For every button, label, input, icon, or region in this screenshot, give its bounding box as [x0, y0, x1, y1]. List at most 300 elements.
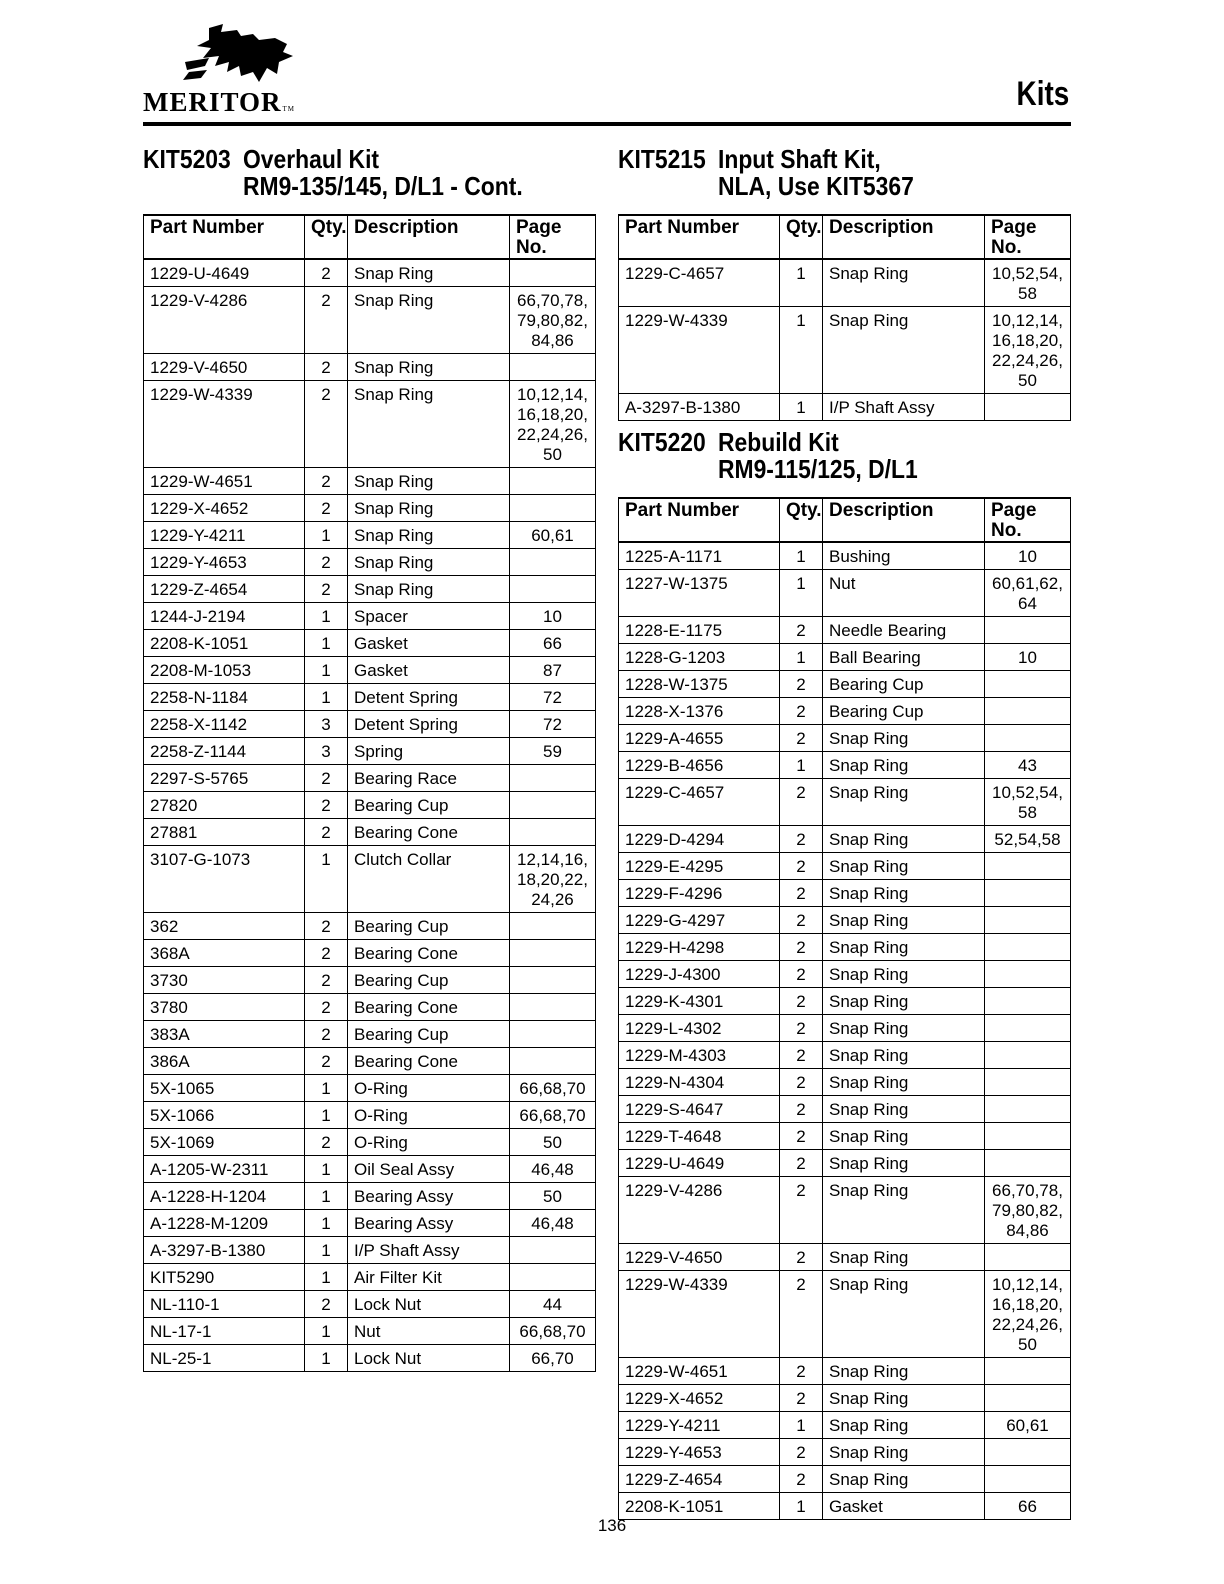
cell-description: Ball Bearing	[823, 644, 985, 671]
cell-part-number: 1229-D-4294	[619, 826, 780, 853]
table-row	[619, 907, 1071, 934]
cell-description: Snap Ring	[823, 1358, 985, 1385]
cell-page-numbers: 59	[510, 738, 596, 765]
column-header-quantity: Qty.	[780, 498, 823, 542]
table-row	[619, 1385, 1071, 1412]
table-row	[619, 1177, 1071, 1244]
table-row	[144, 994, 596, 1021]
cell-quantity: 2	[780, 1150, 823, 1177]
table-row	[144, 287, 596, 354]
cell-page-numbers	[985, 880, 1071, 907]
cell-page-numbers	[985, 1439, 1071, 1466]
cell-description: Nut	[823, 570, 985, 617]
cell-description: Snap Ring	[823, 1177, 985, 1244]
cell-quantity: 1	[780, 752, 823, 779]
cell-part-number: 1229-E-4295	[619, 853, 780, 880]
cell-page-numbers	[510, 576, 596, 603]
cell-quantity: 2	[780, 961, 823, 988]
column-header-description: Description	[348, 215, 510, 259]
cell-page-numbers: 46,48	[510, 1210, 596, 1237]
table-row	[619, 259, 1071, 307]
cell-part-number: 1229-M-4303	[619, 1042, 780, 1069]
table-header-row	[619, 215, 1071, 259]
right-column	[618, 146, 1070, 1520]
cell-description: Bearing Cup	[823, 698, 985, 725]
cell-page-numbers	[985, 698, 1071, 725]
cell-description: Snap Ring	[823, 307, 985, 394]
cell-quantity: 1	[780, 542, 823, 570]
cell-quantity: 3	[305, 738, 348, 765]
cell-quantity: 1	[305, 1156, 348, 1183]
cell-description: Snap Ring	[823, 907, 985, 934]
table-row	[619, 1015, 1071, 1042]
cell-page-numbers: 66,70,78, 79,80,82, 84,86	[510, 287, 596, 354]
cell-part-number: 27820	[144, 792, 305, 819]
cell-page-numbers	[985, 1358, 1071, 1385]
cell-quantity: 2	[305, 549, 348, 576]
table-row	[144, 603, 596, 630]
table-row	[619, 826, 1071, 853]
cell-part-number: A-3297-B-1380	[619, 394, 780, 421]
table-row	[619, 934, 1071, 961]
cell-part-number: 1228-W-1375	[619, 671, 780, 698]
cell-page-numbers	[510, 549, 596, 576]
page-header	[143, 22, 1071, 126]
cell-page-numbers: 43	[985, 752, 1071, 779]
cell-description: Bearing Assy	[348, 1210, 510, 1237]
table-row	[144, 819, 596, 846]
parts-table	[618, 214, 1071, 421]
cell-quantity: 1	[305, 1075, 348, 1102]
cell-description: Bearing Cone	[348, 940, 510, 967]
cell-page-numbers	[985, 1069, 1071, 1096]
cell-page-numbers: 52,54,58	[985, 826, 1071, 853]
cell-page-numbers	[985, 725, 1071, 752]
cell-quantity: 1	[780, 644, 823, 671]
kit-title: Rebuild Kit	[718, 427, 839, 457]
cell-part-number: 2258-X-1142	[144, 711, 305, 738]
table-row	[619, 1412, 1071, 1439]
column-header-description: Description	[823, 215, 985, 259]
cell-part-number: 1229-W-4339	[619, 307, 780, 394]
cell-description: Snap Ring	[823, 752, 985, 779]
cell-page-numbers	[985, 1466, 1071, 1493]
cell-page-numbers: 66,70	[510, 1345, 596, 1372]
cell-description: Detent Spring	[348, 684, 510, 711]
cell-quantity: 1	[305, 1210, 348, 1237]
kit-subtitle: NLA, Use KIT5367	[718, 171, 914, 201]
cell-part-number: 3107-G-1073	[144, 846, 305, 913]
cell-description: Snap Ring	[823, 1412, 985, 1439]
table-row	[144, 1075, 596, 1102]
cell-page-numbers	[510, 913, 596, 940]
table-row	[144, 1210, 596, 1237]
cell-part-number: 2208-K-1051	[144, 630, 305, 657]
cell-page-numbers	[985, 394, 1071, 421]
cell-part-number: 1229-C-4657	[619, 259, 780, 307]
cell-quantity: 2	[305, 994, 348, 1021]
table-row	[144, 1345, 596, 1372]
cell-part-number: A-3297-B-1380	[144, 1237, 305, 1264]
cell-description: Snap Ring	[823, 1150, 985, 1177]
cell-part-number: 1229-X-4652	[144, 495, 305, 522]
cell-part-number: NL-17-1	[144, 1318, 305, 1345]
cell-page-numbers: 12,14,16, 18,20,22, 24,26	[510, 846, 596, 913]
cell-page-numbers	[985, 853, 1071, 880]
cell-description: Snap Ring	[348, 495, 510, 522]
cell-quantity: 2	[305, 354, 348, 381]
cell-page-numbers	[510, 1021, 596, 1048]
cell-page-numbers	[510, 468, 596, 495]
cell-part-number: 1229-Z-4654	[619, 1466, 780, 1493]
bull-logo-icon	[179, 22, 299, 88]
cell-description: Oil Seal Assy	[348, 1156, 510, 1183]
cell-part-number: NL-25-1	[144, 1345, 305, 1372]
table-row	[144, 522, 596, 549]
table-row	[144, 549, 596, 576]
cell-quantity: 2	[305, 940, 348, 967]
page-number: 136	[597, 1516, 627, 1535]
cell-part-number: 1229-C-4657	[619, 779, 780, 826]
cell-part-number: 1229-H-4298	[619, 934, 780, 961]
cell-page-numbers: 50	[510, 1129, 596, 1156]
cell-page-numbers	[510, 994, 596, 1021]
cell-quantity: 2	[780, 934, 823, 961]
column-header-description: Description	[823, 498, 985, 542]
cell-description: Clutch Collar	[348, 846, 510, 913]
cell-description: Snap Ring	[823, 880, 985, 907]
cell-part-number: 1228-X-1376	[619, 698, 780, 725]
column-header-part-number: Part Number	[619, 215, 780, 259]
table-row	[619, 1271, 1071, 1358]
cell-quantity: 2	[305, 1048, 348, 1075]
cell-part-number: 1229-L-4302	[619, 1015, 780, 1042]
column-header-quantity: Qty.	[780, 215, 823, 259]
table-row	[144, 354, 596, 381]
cell-quantity: 2	[780, 617, 823, 644]
cell-page-numbers	[985, 907, 1071, 934]
cell-part-number: 27881	[144, 819, 305, 846]
cell-quantity: 1	[780, 570, 823, 617]
trademark-mark: TM	[282, 105, 296, 113]
kit-subtitle: RM9-135/145, D/L1 - Cont.	[243, 171, 523, 201]
cell-quantity: 2	[305, 495, 348, 522]
cell-description: Bearing Cup	[348, 1021, 510, 1048]
cell-part-number: 2208-K-1051	[619, 1493, 780, 1520]
cell-description: Snap Ring	[348, 468, 510, 495]
cell-part-number: 1229-U-4649	[144, 259, 305, 287]
cell-page-numbers: 60,61,62, 64	[985, 570, 1071, 617]
table-row	[144, 495, 596, 522]
table-row	[619, 961, 1071, 988]
table-row	[144, 765, 596, 792]
cell-quantity: 2	[780, 1466, 823, 1493]
cell-page-numbers	[510, 354, 596, 381]
table-row	[144, 381, 596, 468]
cell-description: Needle Bearing	[823, 617, 985, 644]
parts-table	[143, 214, 596, 1372]
cell-description: Snap Ring	[348, 354, 510, 381]
page-title: Kits	[1016, 75, 1069, 113]
cell-description: Spacer	[348, 603, 510, 630]
cell-quantity: 2	[305, 259, 348, 287]
cell-page-numbers	[510, 940, 596, 967]
cell-quantity: 2	[780, 1439, 823, 1466]
cell-description: Lock Nut	[348, 1345, 510, 1372]
cell-page-numbers	[985, 1244, 1071, 1271]
table-row	[144, 1048, 596, 1075]
cell-part-number: 383A	[144, 1021, 305, 1048]
column-header-page-numbers: Page No.	[510, 215, 596, 259]
cell-part-number: A-1228-M-1209	[144, 1210, 305, 1237]
cell-page-numbers	[510, 819, 596, 846]
cell-page-numbers: 10,12,14, 16,18,20, 22,24,26, 50	[985, 1271, 1071, 1358]
cell-part-number: 1229-G-4297	[619, 907, 780, 934]
cell-description: Snap Ring	[823, 961, 985, 988]
cell-description: Spring	[348, 738, 510, 765]
cell-description: I/P Shaft Assy	[823, 394, 985, 421]
cell-quantity: 2	[305, 913, 348, 940]
cell-quantity: 2	[305, 819, 348, 846]
cell-description: Snap Ring	[823, 988, 985, 1015]
cell-part-number: 1229-V-4650	[144, 354, 305, 381]
cell-page-numbers: 66,70,78, 79,80,82, 84,86	[985, 1177, 1071, 1244]
table-row	[619, 698, 1071, 725]
cell-part-number: 1229-W-4339	[619, 1271, 780, 1358]
cell-description: Snap Ring	[823, 826, 985, 853]
cell-description: Nut	[348, 1318, 510, 1345]
table-row	[619, 1096, 1071, 1123]
cell-part-number: 1229-K-4301	[619, 988, 780, 1015]
cell-description: Snap Ring	[823, 853, 985, 880]
cell-quantity: 2	[305, 765, 348, 792]
cell-page-numbers	[510, 1048, 596, 1075]
cell-quantity: 1	[780, 1412, 823, 1439]
cell-quantity: 2	[305, 1129, 348, 1156]
cell-part-number: 1229-W-4651	[619, 1358, 780, 1385]
cell-part-number: 1244-J-2194	[144, 603, 305, 630]
cell-description: Lock Nut	[348, 1291, 510, 1318]
table-row	[619, 1358, 1071, 1385]
cell-quantity: 1	[780, 394, 823, 421]
cell-part-number: 1229-V-4286	[619, 1177, 780, 1244]
cell-description: Snap Ring	[348, 259, 510, 287]
cell-part-number: 1229-Y-4211	[619, 1412, 780, 1439]
kit-id: KIT5220	[618, 427, 706, 457]
left-column	[143, 146, 595, 1372]
table-row	[144, 1237, 596, 1264]
cell-description: Bearing Cup	[823, 671, 985, 698]
cell-quantity: 1	[305, 630, 348, 657]
cell-quantity: 1	[780, 259, 823, 307]
cell-page-numbers: 60,61	[985, 1412, 1071, 1439]
cell-page-numbers: 72	[510, 684, 596, 711]
cell-description: O-Ring	[348, 1075, 510, 1102]
cell-quantity: 2	[780, 826, 823, 853]
cell-quantity: 2	[780, 853, 823, 880]
table-row	[144, 846, 596, 913]
cell-description: Snap Ring	[823, 1096, 985, 1123]
cell-description: Bearing Cone	[348, 819, 510, 846]
cell-quantity: 2	[780, 1244, 823, 1271]
table-row	[144, 738, 596, 765]
cell-quantity: 2	[780, 1042, 823, 1069]
cell-page-numbers: 87	[510, 657, 596, 684]
table-row	[144, 468, 596, 495]
header-rule	[143, 122, 1071, 126]
cell-part-number: 1229-X-4652	[619, 1385, 780, 1412]
cell-part-number: 1229-W-4651	[144, 468, 305, 495]
cell-description: Gasket	[348, 657, 510, 684]
cell-page-numbers: 72	[510, 711, 596, 738]
column-header-quantity: Qty.	[305, 215, 348, 259]
table-row	[144, 967, 596, 994]
cell-description: Snap Ring	[348, 381, 510, 468]
cell-quantity: 1	[780, 1493, 823, 1520]
cell-quantity: 2	[780, 1069, 823, 1096]
table-row	[619, 752, 1071, 779]
table-row	[144, 1156, 596, 1183]
cell-part-number: 1229-N-4304	[619, 1069, 780, 1096]
cell-quantity: 1	[305, 657, 348, 684]
cell-quantity: 2	[780, 880, 823, 907]
cell-description: Snap Ring	[823, 1123, 985, 1150]
cell-quantity: 1	[305, 1237, 348, 1264]
cell-page-numbers	[985, 1123, 1071, 1150]
cell-quantity: 1	[305, 1183, 348, 1210]
cell-part-number: 1228-E-1175	[619, 617, 780, 644]
cell-part-number: A-1228-H-1204	[144, 1183, 305, 1210]
cell-page-numbers	[985, 1150, 1071, 1177]
table-row	[144, 1102, 596, 1129]
cell-quantity: 1	[780, 307, 823, 394]
cell-quantity: 2	[780, 1385, 823, 1412]
cell-page-numbers	[985, 671, 1071, 698]
cell-page-numbers	[985, 1015, 1071, 1042]
cell-page-numbers	[510, 259, 596, 287]
cell-quantity: 1	[305, 1264, 348, 1291]
cell-page-numbers	[510, 1264, 596, 1291]
cell-description: Snap Ring	[823, 1015, 985, 1042]
cell-description: Snap Ring	[823, 1244, 985, 1271]
cell-description: Snap Ring	[823, 934, 985, 961]
cell-page-numbers	[985, 988, 1071, 1015]
table-row	[619, 725, 1071, 752]
brand-name: MERITOR	[143, 87, 282, 117]
cell-page-numbers	[985, 617, 1071, 644]
cell-description: Bushing	[823, 542, 985, 570]
kit-title: Overhaul Kit	[243, 144, 380, 174]
cell-description: Bearing Cone	[348, 1048, 510, 1075]
table-row	[619, 1150, 1071, 1177]
cell-part-number: 1229-Y-4653	[144, 549, 305, 576]
cell-quantity: 2	[780, 1177, 823, 1244]
table-row	[144, 259, 596, 287]
cell-page-numbers: 66,68,70	[510, 1102, 596, 1129]
cell-part-number: 1229-B-4656	[619, 752, 780, 779]
cell-page-numbers: 10	[985, 644, 1071, 671]
cell-part-number: 1229-W-4339	[144, 381, 305, 468]
table-row	[619, 570, 1071, 617]
kit-heading	[618, 146, 1070, 200]
cell-part-number: 1225-A-1171	[619, 542, 780, 570]
cell-quantity: 2	[780, 1271, 823, 1358]
cell-quantity: 1	[305, 1345, 348, 1372]
cell-part-number: 3730	[144, 967, 305, 994]
table-row	[619, 779, 1071, 826]
table-row	[619, 1466, 1071, 1493]
table-row	[144, 1129, 596, 1156]
cell-description: O-Ring	[348, 1102, 510, 1129]
meritor-logo	[143, 22, 343, 120]
table-header-row	[144, 215, 596, 259]
table-row	[619, 1244, 1071, 1271]
cell-part-number: 1229-V-4650	[619, 1244, 780, 1271]
table-row	[144, 913, 596, 940]
table-row	[619, 988, 1071, 1015]
cell-quantity: 2	[305, 792, 348, 819]
cell-page-numbers	[985, 934, 1071, 961]
cell-description: O-Ring	[348, 1129, 510, 1156]
kit-id: KIT5203	[143, 144, 231, 174]
table-row	[144, 1264, 596, 1291]
table-row	[619, 644, 1071, 671]
cell-quantity: 2	[305, 287, 348, 354]
cell-part-number: 3780	[144, 994, 305, 1021]
cell-description: Bearing Assy	[348, 1183, 510, 1210]
cell-quantity: 2	[780, 988, 823, 1015]
cell-part-number: KIT5290	[144, 1264, 305, 1291]
cell-part-number: 1229-S-4647	[619, 1096, 780, 1123]
cell-quantity: 2	[305, 967, 348, 994]
cell-description: Snap Ring	[348, 522, 510, 549]
table-row	[619, 880, 1071, 907]
cell-description: I/P Shaft Assy	[348, 1237, 510, 1264]
cell-part-number: NL-110-1	[144, 1291, 305, 1318]
cell-page-numbers: 66,68,70	[510, 1318, 596, 1345]
table-row	[619, 671, 1071, 698]
table-row	[619, 1439, 1071, 1466]
cell-part-number: 1229-T-4648	[619, 1123, 780, 1150]
kit-heading	[618, 429, 1070, 483]
cell-description: Snap Ring	[823, 1271, 985, 1358]
column-header-page-numbers: Page No.	[985, 498, 1071, 542]
cell-quantity: 2	[780, 725, 823, 752]
cell-page-numbers	[985, 1096, 1071, 1123]
cell-quantity: 3	[305, 711, 348, 738]
cell-part-number: 1229-Y-4211	[144, 522, 305, 549]
cell-description: Gasket	[348, 630, 510, 657]
table-row	[144, 1021, 596, 1048]
cell-description: Snap Ring	[823, 259, 985, 307]
cell-page-numbers	[510, 1237, 596, 1264]
cell-page-numbers	[510, 967, 596, 994]
cell-page-numbers	[985, 1042, 1071, 1069]
table-row	[619, 1123, 1071, 1150]
cell-description: Snap Ring	[823, 1042, 985, 1069]
table-row	[619, 1069, 1071, 1096]
cell-quantity: 1	[305, 846, 348, 913]
cell-quantity: 2	[305, 576, 348, 603]
table-row	[144, 684, 596, 711]
cell-part-number: A-1205-W-2311	[144, 1156, 305, 1183]
cell-part-number: 5X-1066	[144, 1102, 305, 1129]
cell-description: Bearing Cone	[348, 994, 510, 1021]
table-row	[619, 307, 1071, 394]
cell-page-numbers: 10,12,14, 16,18,20, 22,24,26, 50	[985, 307, 1071, 394]
cell-part-number: 362	[144, 913, 305, 940]
cell-description: Bearing Cup	[348, 967, 510, 994]
